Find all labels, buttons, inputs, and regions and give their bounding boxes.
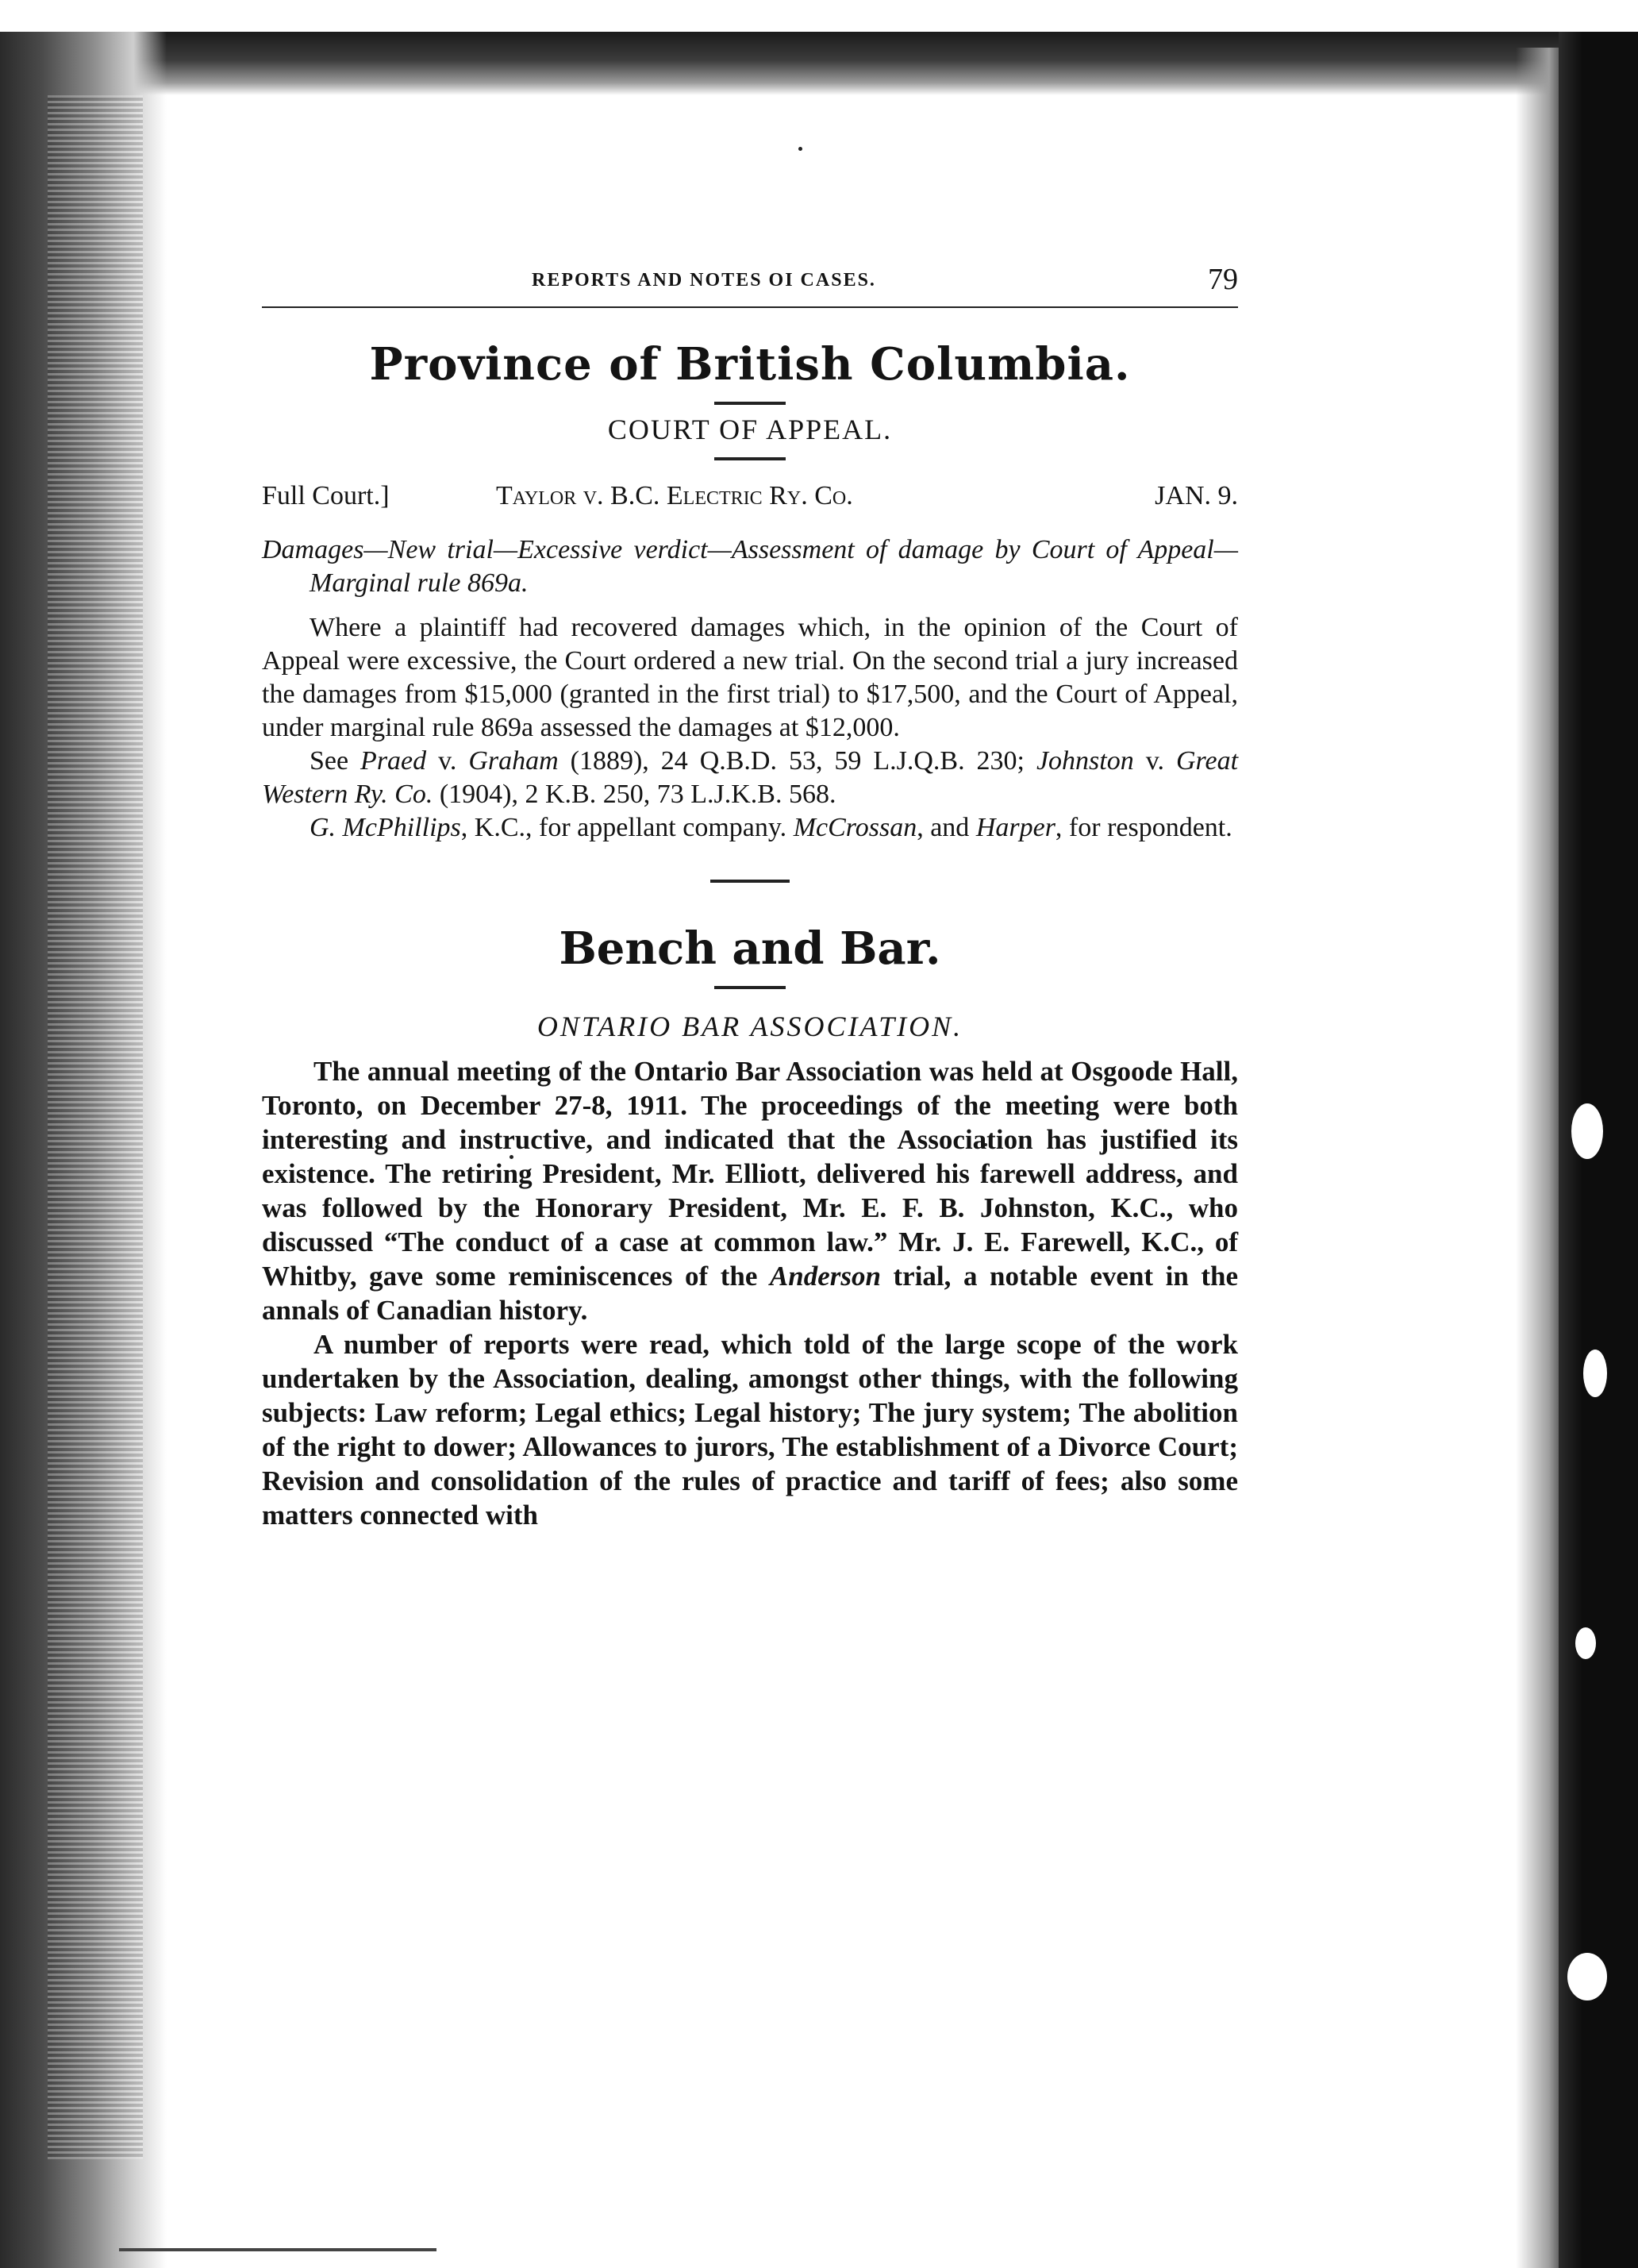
para1-text-a: The annual meeting of the Ontario Bar Association was held at Osgoode Hall, Toronto, on December 27-8, 1911. The proceedings of the meeting were both interesting and instructive, and indicated that the Association has justified its existence. The retiring President, Mr. Elliott, delivered his farewell address, and was followed by the Honorary President, Mr. E. F. B. Johnston, K.C., who discussed “The conduct of a case at common law.” Mr. J. E. Farewell, K.C., of Whitby, gave some reminiscences of the [262, 1056, 1238, 1292]
section-divider [710, 880, 790, 883]
counsel-text-3: , for respondent. [1055, 813, 1232, 842]
case-counsel [262, 811, 1238, 845]
citation-case-great-western: Great Western Ry. Co. [262, 746, 1239, 809]
scan-speck [1567, 1953, 1607, 2000]
scan-speck [1575, 1627, 1596, 1659]
citation-case-praed: Praed [360, 746, 427, 776]
case-court: Full Court.] [262, 481, 390, 510]
para1-text-b: trial, a notable event in the annals of Canadian history. [262, 1261, 1238, 1326]
association-paragraph-1 [262, 1054, 1238, 1327]
scan-speck [1571, 1103, 1603, 1159]
divider [714, 402, 786, 405]
running-head [262, 262, 1238, 302]
citation-v: v. [426, 746, 469, 776]
counsel-harper: Harper [975, 813, 1055, 842]
para1-italic: Anderson [769, 1261, 881, 1292]
citation-ref-2: (1904), 2 K.B. 250, 73 L.J.K.B. 568. [433, 780, 836, 809]
divider [714, 986, 786, 989]
case-title: Taylor v. B.C. Electric Ry. Co. [496, 481, 853, 510]
province-heading: Province of British Columbia. [369, 338, 1131, 391]
citation-ref-1: (1889), 24 Q.B.D. 53, 59 L.J.Q.B. 230; [558, 746, 1036, 776]
court-heading: COURT OF APPEAL. [607, 414, 893, 445]
bench-bar-heading: Bench and Bar. [559, 922, 941, 975]
association-heading: ONTARIO BAR ASSOCIATION. [536, 1011, 963, 1042]
scan-dot [798, 147, 802, 151]
citation-case-graham: Graham [468, 746, 559, 776]
association-paragraph-2: A number of reports were read, which told of the large scope of the work undertaken by the Association, dealing, amongst other things, with the following subjects: Law reform; Legal ethics; Legal history; The jury system; The abolition of the right to dower; Allowances to jurors, The establishment of a Divorce Court; Revision and consolidation of the rules of practice and tariff of fees; also some matters connected with [262, 1329, 1238, 1531]
citation-v: v. [1133, 746, 1176, 776]
scan-bottom-line [119, 2248, 436, 2251]
scan-top-border [0, 32, 1587, 95]
divider [714, 457, 786, 460]
case-headnote: Damages—New trial—Excessive verdict—Assessment of damage by Court of Appeal—Marginal rule 869a. [262, 535, 1238, 598]
counsel-text-2: , and [917, 813, 976, 842]
case-date: JAN. 9. [1155, 481, 1238, 510]
citation-see: See [310, 746, 361, 776]
page-number: 79 [1208, 263, 1238, 296]
header-rule [262, 306, 1238, 308]
case-summary: Where a plaintiff had recovered damages which, in the opinion of the Court of Appeal were excessive, the Court ordered a new trial. On the second trial a jury increased the damages from $15,000 (granted in the first trial) to $17,500, and the Court of Appeal, under marginal rule 869a assessed the damages at $12,000. [262, 613, 1238, 742]
running-title: REPORTS AND NOTES OI CASES. [532, 270, 876, 291]
citation-case-johnston: Johnston [1036, 746, 1134, 776]
scan-left-texture [48, 95, 143, 2159]
counsel-mccrossan: McCrossan [793, 813, 917, 842]
case-citations [262, 745, 1238, 811]
counsel-text-1: , K.C., for appellant company. [460, 813, 794, 842]
case-line [262, 481, 1238, 519]
scan-speck [1583, 1350, 1607, 1397]
counsel-mcphillips: G. McPhillips [310, 813, 461, 842]
page-content [262, 262, 1238, 1532]
